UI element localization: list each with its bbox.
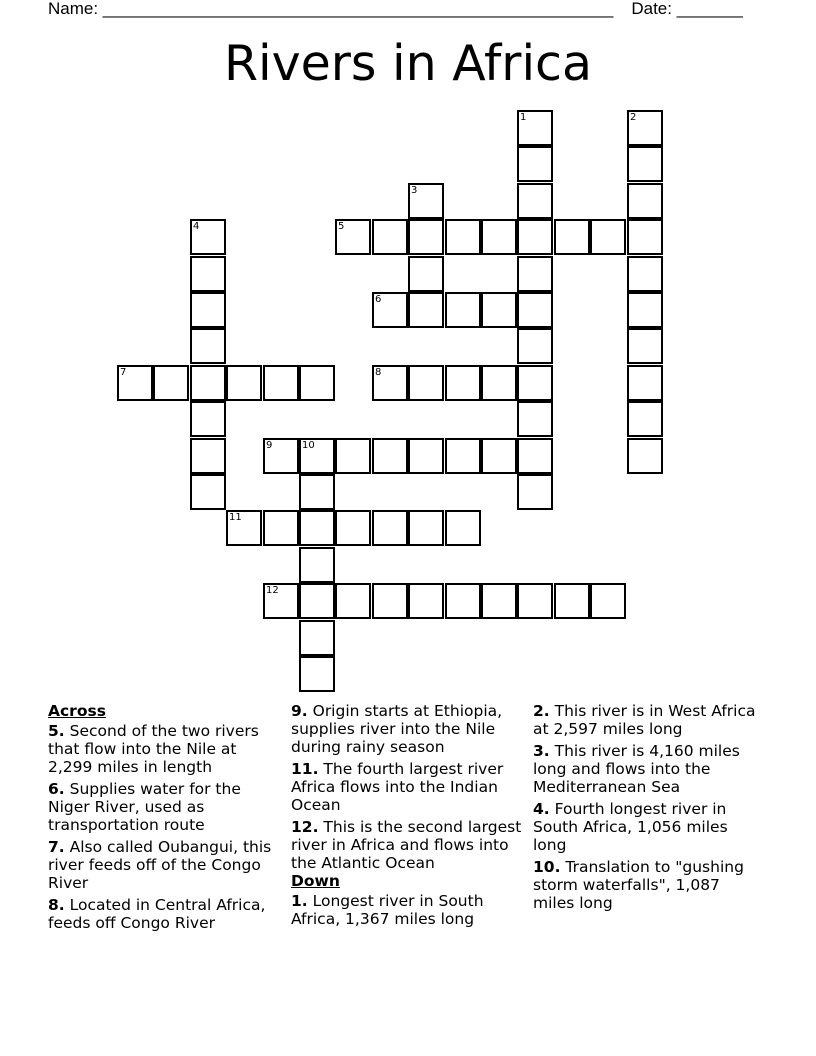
grid-cell[interactable]: [372, 365, 408, 401]
grid-cell[interactable]: [190, 401, 226, 437]
grid-cell[interactable]: [481, 583, 517, 619]
grid-cell[interactable]: [263, 438, 299, 474]
clue-across-5: 5. Second of the two rivers that flow into the Nile at 2,299 miles in length: [48, 722, 259, 776]
grid-cell[interactable]: [226, 365, 262, 401]
grid-cell[interactable]: [627, 365, 663, 401]
grid-cell[interactable]: [263, 510, 299, 546]
grid-cell[interactable]: [299, 583, 335, 619]
grid-cell[interactable]: [299, 474, 335, 510]
name-field[interactable]: Name: ______________________________________________________: [48, 0, 614, 18]
grid-cell[interactable]: [408, 365, 444, 401]
clue-number: 6: [375, 294, 382, 305]
clue-number: 10: [302, 440, 315, 451]
grid-cell[interactable]: [517, 583, 553, 619]
grid-cell[interactable]: [445, 365, 481, 401]
clues-column-2: [291, 702, 523, 932]
grid-cell[interactable]: [517, 438, 553, 474]
clue-across-12: 12. This is the second largest river in Africa and flows into the Atlantic Ocean: [291, 818, 522, 872]
grid-cell[interactable]: [481, 365, 517, 401]
page-title: Rivers in Africa: [223, 35, 593, 92]
clue-down-2: 2. This river is in West Africa at 2,597 miles long: [533, 702, 756, 738]
grid-cell[interactable]: [445, 219, 481, 255]
grid-cell[interactable]: [627, 110, 663, 146]
clue-across-9: 9. Origin starts at Ethiopia, supplies river into the Nile during rainy season: [291, 702, 503, 756]
grid-cell[interactable]: [190, 219, 226, 255]
grid-cell[interactable]: [408, 510, 444, 546]
grid-cell[interactable]: [299, 547, 335, 583]
grid-cell[interactable]: [299, 438, 335, 474]
grid-cell[interactable]: [517, 219, 553, 255]
grid-cell[interactable]: [481, 219, 517, 255]
grid-cell[interactable]: [517, 474, 553, 510]
grid-cell[interactable]: [445, 292, 481, 328]
grid-cell[interactable]: [627, 183, 663, 219]
grid-cell[interactable]: [299, 510, 335, 546]
clue-number: 3: [411, 185, 418, 196]
across-heading: Across: [48, 702, 106, 720]
grid-cell[interactable]: [408, 219, 444, 255]
grid-cell[interactable]: [408, 438, 444, 474]
clue-number: 12: [266, 585, 279, 596]
clue-across-6: 6. Supplies water for the Niger River, used as transportation route: [48, 780, 241, 834]
grid-cell[interactable]: [554, 583, 590, 619]
clue-number: 8: [375, 367, 382, 378]
grid-cell[interactable]: [627, 219, 663, 255]
grid-cell[interactable]: [335, 438, 371, 474]
grid-cell[interactable]: [372, 510, 408, 546]
grid-cell[interactable]: [190, 365, 226, 401]
date-field[interactable]: Date: _______: [631, 0, 743, 18]
grid-cell[interactable]: [481, 438, 517, 474]
grid-cell[interactable]: [226, 510, 262, 546]
grid-cell[interactable]: [299, 656, 335, 692]
clue-across-8: 8. Located in Central Africa, feeds off Congo River: [48, 896, 266, 932]
grid-cell[interactable]: [445, 510, 481, 546]
grid-cell[interactable]: [481, 292, 517, 328]
clue-down-1: 1. Longest river in South Africa, 1,367 miles long: [291, 892, 484, 928]
clue-across-11: 11. The fourth largest river Africa flows into the Indian Ocean: [291, 760, 504, 814]
clue-number: 1: [520, 112, 527, 123]
clue-number: 4: [193, 221, 200, 232]
grid-cell[interactable]: [372, 438, 408, 474]
clue-number: 9: [266, 440, 273, 451]
grid-cell[interactable]: [627, 401, 663, 437]
clues-column-1: [48, 702, 284, 936]
grid-cell[interactable]: [335, 583, 371, 619]
grid-cell[interactable]: [408, 256, 444, 292]
grid-cell[interactable]: [627, 438, 663, 474]
grid-cell[interactable]: [190, 328, 226, 364]
grid-cell[interactable]: [335, 219, 371, 255]
grid-cell[interactable]: [190, 292, 226, 328]
clue-across-7: 7. Also called Oubangui, this river feeds off of the Congo River: [48, 838, 272, 892]
grid-cell[interactable]: [590, 219, 626, 255]
grid-cell[interactable]: [263, 365, 299, 401]
grid-cell[interactable]: [372, 583, 408, 619]
grid-cell[interactable]: [517, 183, 553, 219]
grid-cell[interactable]: [517, 146, 553, 182]
grid-cell[interactable]: [190, 474, 226, 510]
grid-cell[interactable]: [263, 583, 299, 619]
grid-cell[interactable]: [408, 183, 444, 219]
clue-number: 11: [229, 512, 242, 523]
grid-cell[interactable]: [627, 328, 663, 364]
grid-cell[interactable]: [590, 583, 626, 619]
grid-cell[interactable]: [517, 110, 553, 146]
clue-down-10: 10. Translation to "gushing storm waterfalls", 1,087 miles long: [533, 858, 744, 912]
grid-cell[interactable]: [554, 219, 590, 255]
grid-cell[interactable]: [299, 365, 335, 401]
grid-cell[interactable]: [408, 292, 444, 328]
grid-cell[interactable]: [517, 365, 553, 401]
clue-number: 2: [630, 112, 637, 123]
grid-cell[interactable]: [190, 256, 226, 292]
grid-cell[interactable]: [445, 438, 481, 474]
grid-cell[interactable]: [408, 583, 444, 619]
grid-cell[interactable]: [517, 292, 553, 328]
grid-cell[interactable]: [627, 256, 663, 292]
grid-cell[interactable]: [117, 365, 153, 401]
grid-cell[interactable]: [372, 292, 408, 328]
grid-cell[interactable]: [153, 365, 189, 401]
grid-cell[interactable]: [627, 292, 663, 328]
grid-cell[interactable]: [627, 146, 663, 182]
clue-number: 7: [120, 367, 127, 378]
clue-down-4: 4. Fourth longest river in South Africa, 1,056 miles long: [533, 800, 728, 854]
grid-cell[interactable]: [372, 219, 408, 255]
grid-cell[interactable]: [517, 256, 553, 292]
grid-cell[interactable]: [517, 401, 553, 437]
clues-column-3: [533, 702, 759, 916]
clue-down-3: 3. This river is 4,160 miles long and flows into the Mediterranean Sea: [533, 742, 740, 796]
grid-cell[interactable]: [190, 438, 226, 474]
grid-cell[interactable]: [445, 583, 481, 619]
grid-cell[interactable]: [299, 620, 335, 656]
grid-cell[interactable]: [517, 328, 553, 364]
clue-number: 5: [338, 221, 345, 232]
down-heading: Down: [291, 872, 340, 890]
grid-cell[interactable]: [335, 510, 371, 546]
